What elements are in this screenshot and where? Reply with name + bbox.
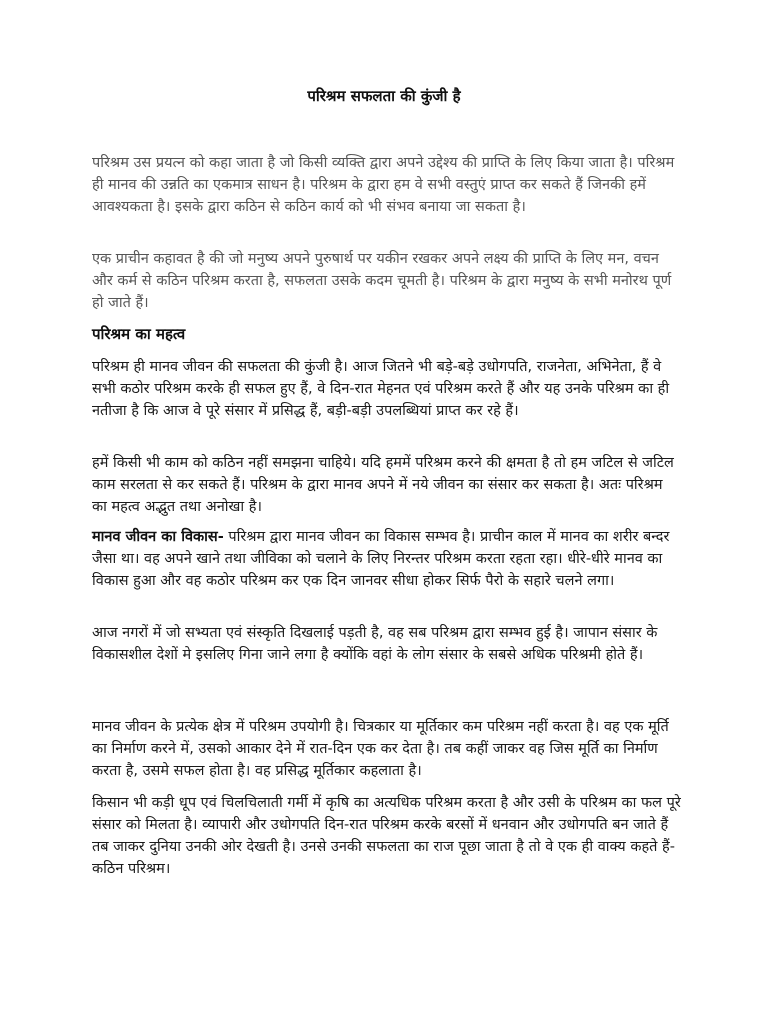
paragraph-no-work-hard: हमें किसी भी काम को कठिन नहीं समझना चाहिये। यदि हममें परिश्रम करने की क्षमता है तो हम जटिल से जटिल काम सरलता से कर सकते हैं। परिश्रम के द्वारा मानव अपने में नये जीवन का संसार कर सकता है। अतः परिश्रम का महत्व अद्भुत तथा अनोखा है। <box>92 455 674 515</box>
paragraph-farmer: किसान भी कड़ी धूप एवं चिलचिलाती गर्मी में कृषि का अत्यधिक परिश्रम करता है और उसी के परिश्रम का फल पूरे संसार को मिलता है। व्यापारी और उधोगपति दिन-रात परिश्रम करके बरसों में धनवान और उधोगपति बन जाते हैं तब जाकर दुनिया उनकी ओर देखती है। उनसे उनकी सफलता का राज पूछा जाता है तो वे एक ही वाक्य कहते हैं- कठिन परिश्रम। <box>92 795 681 877</box>
paragraph-lead-label: मानव जीवन का विकास- <box>92 529 224 545</box>
paragraph-intro: परिश्रम उस प्रयत्न को कहा जाता है जो किसी व्यक्ति द्वारा अपने उद्देश्य की प्राप्ति के लिए किया जाता है। परिश्रम ही मानव की उन्नति का एकमात्र साधन है। परिश्रम के द्वारा हम वे सभी वस्तुएं प्राप्त कर सकते हैं जिनकी हमें आवश्यकता है। इसके द्वारा कठिन से कठिन कार्य को भी संभव बनाया जा सकता है। <box>92 155 675 215</box>
section-heading-importance: परिश्रम का महत्व <box>92 325 186 343</box>
paragraph-human-development-text: परिश्रम द्वारा मानव जीवन का विकास सम्भव है। प्राचीन काल में मानव का शरीर बन्दर जैसा था। वह अपने खाने तथा जीविका को चलाने के लिए निरन्तर परिश्रम करता रहता रहा। धीरे-धीरे मानव का विकास हुआ और वह कठोर परिश्रम कर एक दिन जानवर सीधा होकर सिर्फ पैरो के सहारे चलने लगा। <box>92 529 670 589</box>
paragraph-proverb: एक प्राचीन कहावत है की जो मनुष्य अपने पुरुषार्थ पर यकीन रखकर अपने लक्ष्य की प्राप्ति के लिए मन, वचन और कर्म से कठिन परिश्रम करता है, सफलता उसके कदम चूमती है। परिश्रम के द्वारा मनुष्य के सभी मनोरथ पूर्ण हो जाते हैं। <box>92 251 672 311</box>
paragraph-sculptor: मानव जीवन के प्रत्येक क्षेत्र में परिश्रम उपयोगी है। चित्रकार या मूर्तिकार कम परिश्रम नहीं करता है। वह एक मूर्ति का निर्माण करने में, उसको आकार देने में रात-दिन एक कर देता है। तब कहीं जाकर वह जिस मूर्ति का निर्माण करता है, उसमे सफल होता है। वह प्रसिद्ध मूर्तिकार कहलाता है। <box>92 719 669 779</box>
paragraph-importance: परिश्रम ही मानव जीवन की सफलता की कुंजी है। आज जितने भी बड़े-बड़े उधोगपति, राजनेता, अभिनेता, हैं वे सभी कठोर परिश्रम करके ही सफल हुए हैं, वे दिन-रात मेहनत एवं परिश्रम करते हैं और यह उनके परिश्रम का ही नतीजा है कि आज वे पूरे संसार में प्रसिद्ध हैं, बड़ी-बड़ी उपलब्धियां प्राप्त कर रहे हैं। <box>92 359 670 419</box>
document-title: परिश्रम सफलता की कुंजी है <box>307 87 461 105</box>
paragraph-civilization: आज नगरों में जो सभ्यता एवं संस्कृति दिखलाई पड़ती है, वह सब परिश्रम द्वारा सम्भव हुई है। जापान संसार के विकासशील देशों मे इसलिए गिना जाने लगा है क्योंकि वहां के लोग संसार के सबसे अधिक परिश्रमी होते हैं। <box>92 625 658 663</box>
paragraph-human-development <box>92 526 682 592</box>
